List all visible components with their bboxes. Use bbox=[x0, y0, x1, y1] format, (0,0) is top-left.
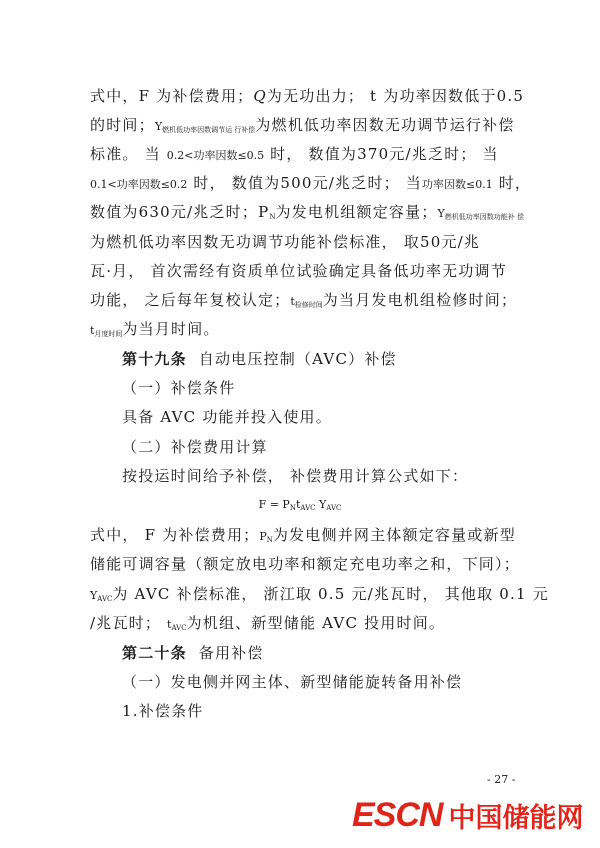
text-line-1: 式中，F 为补偿费用；Q为无功出力； t 为功率因数低于0.5 bbox=[90, 87, 525, 105]
text-line-7: 瓦·月， 首次需经有资质单位试验确定具备低功率无功调节 bbox=[90, 262, 507, 280]
article-19-item-2: （二）补偿费用计算 bbox=[122, 438, 268, 456]
avc-def-line-1: 式中， F 为补偿费用；$P_N$为发电侧并网主体额定容量或新型 bbox=[90, 526, 516, 544]
avc-def-line-4: /兆瓦时； $t_{AVC}$为机组、新型储能 AVC 投用时间。 bbox=[90, 614, 446, 632]
text-line-6: 为燃机低功率因数无功调节功能补偿标准， 取50元/兆 bbox=[90, 233, 481, 251]
page-number: - 27 - bbox=[487, 773, 516, 786]
escn-watermark-logo bbox=[352, 795, 583, 835]
text-line-5: 数值为630元/兆乏时；$P_N$为发电机组额定容量；$Y_{燃机低功率因数功能补 偿}$ bbox=[90, 203, 525, 221]
logo-cn-text: 中国储能网 bbox=[448, 802, 584, 834]
article-19-item-1: （一）补偿条件 bbox=[122, 379, 236, 397]
logo-en-text: ESCN bbox=[352, 795, 443, 834]
article-20-heading: 第二十条 备用补偿 bbox=[122, 644, 264, 662]
avc-formula: $F = P_Nt_{AVC}$ $Y_{AVC}$ bbox=[258, 498, 342, 512]
article-19-item-1-text: 具备 AVC 功能并投入使用。 bbox=[122, 408, 332, 426]
text-line-2: 的时间；$Y_{燃机低功率因数调节运 行补偿}$为燃机低功率因数无功调节运行补偿 bbox=[90, 116, 515, 134]
avc-def-line-3: $Y_{AVC}$为 AVC 补偿标准， 浙江取 0.5 元/兆瓦时， 其他取 0.1 元 bbox=[90, 585, 549, 603]
article-19-item-2-text: 按投运时间给予补偿， 补偿费用计算公式如下： bbox=[122, 467, 469, 485]
text-line-4: 0.1<功率因数≤0.2 时， 数值为500元/兆乏时； 当功率因数≤0.1 时， bbox=[90, 174, 532, 192]
article-20-item-1-1: 1.补偿条件 bbox=[122, 702, 204, 720]
text-line-3: 标准。 当 0.2<功率因数≤0.5 时， 数值为370元/兆乏时； 当 bbox=[90, 145, 499, 163]
text-line-9: $t_{月度时间}$为当月时间。 bbox=[90, 320, 220, 338]
text-line-8: 功能， 之后每年复校认定；$t_{检修时间}$为当月发电机组检修时间； bbox=[90, 291, 518, 309]
article-19-heading: 第十九条 自动电压控制（AVC）补偿 bbox=[122, 350, 397, 368]
article-20-item-1: （一）发电侧并网主体、新型储能旋转备用补偿 bbox=[122, 673, 463, 691]
avc-def-line-2: 储能可调容量（额定放电功率和额定充电功率之和，下同）； bbox=[90, 555, 520, 573]
